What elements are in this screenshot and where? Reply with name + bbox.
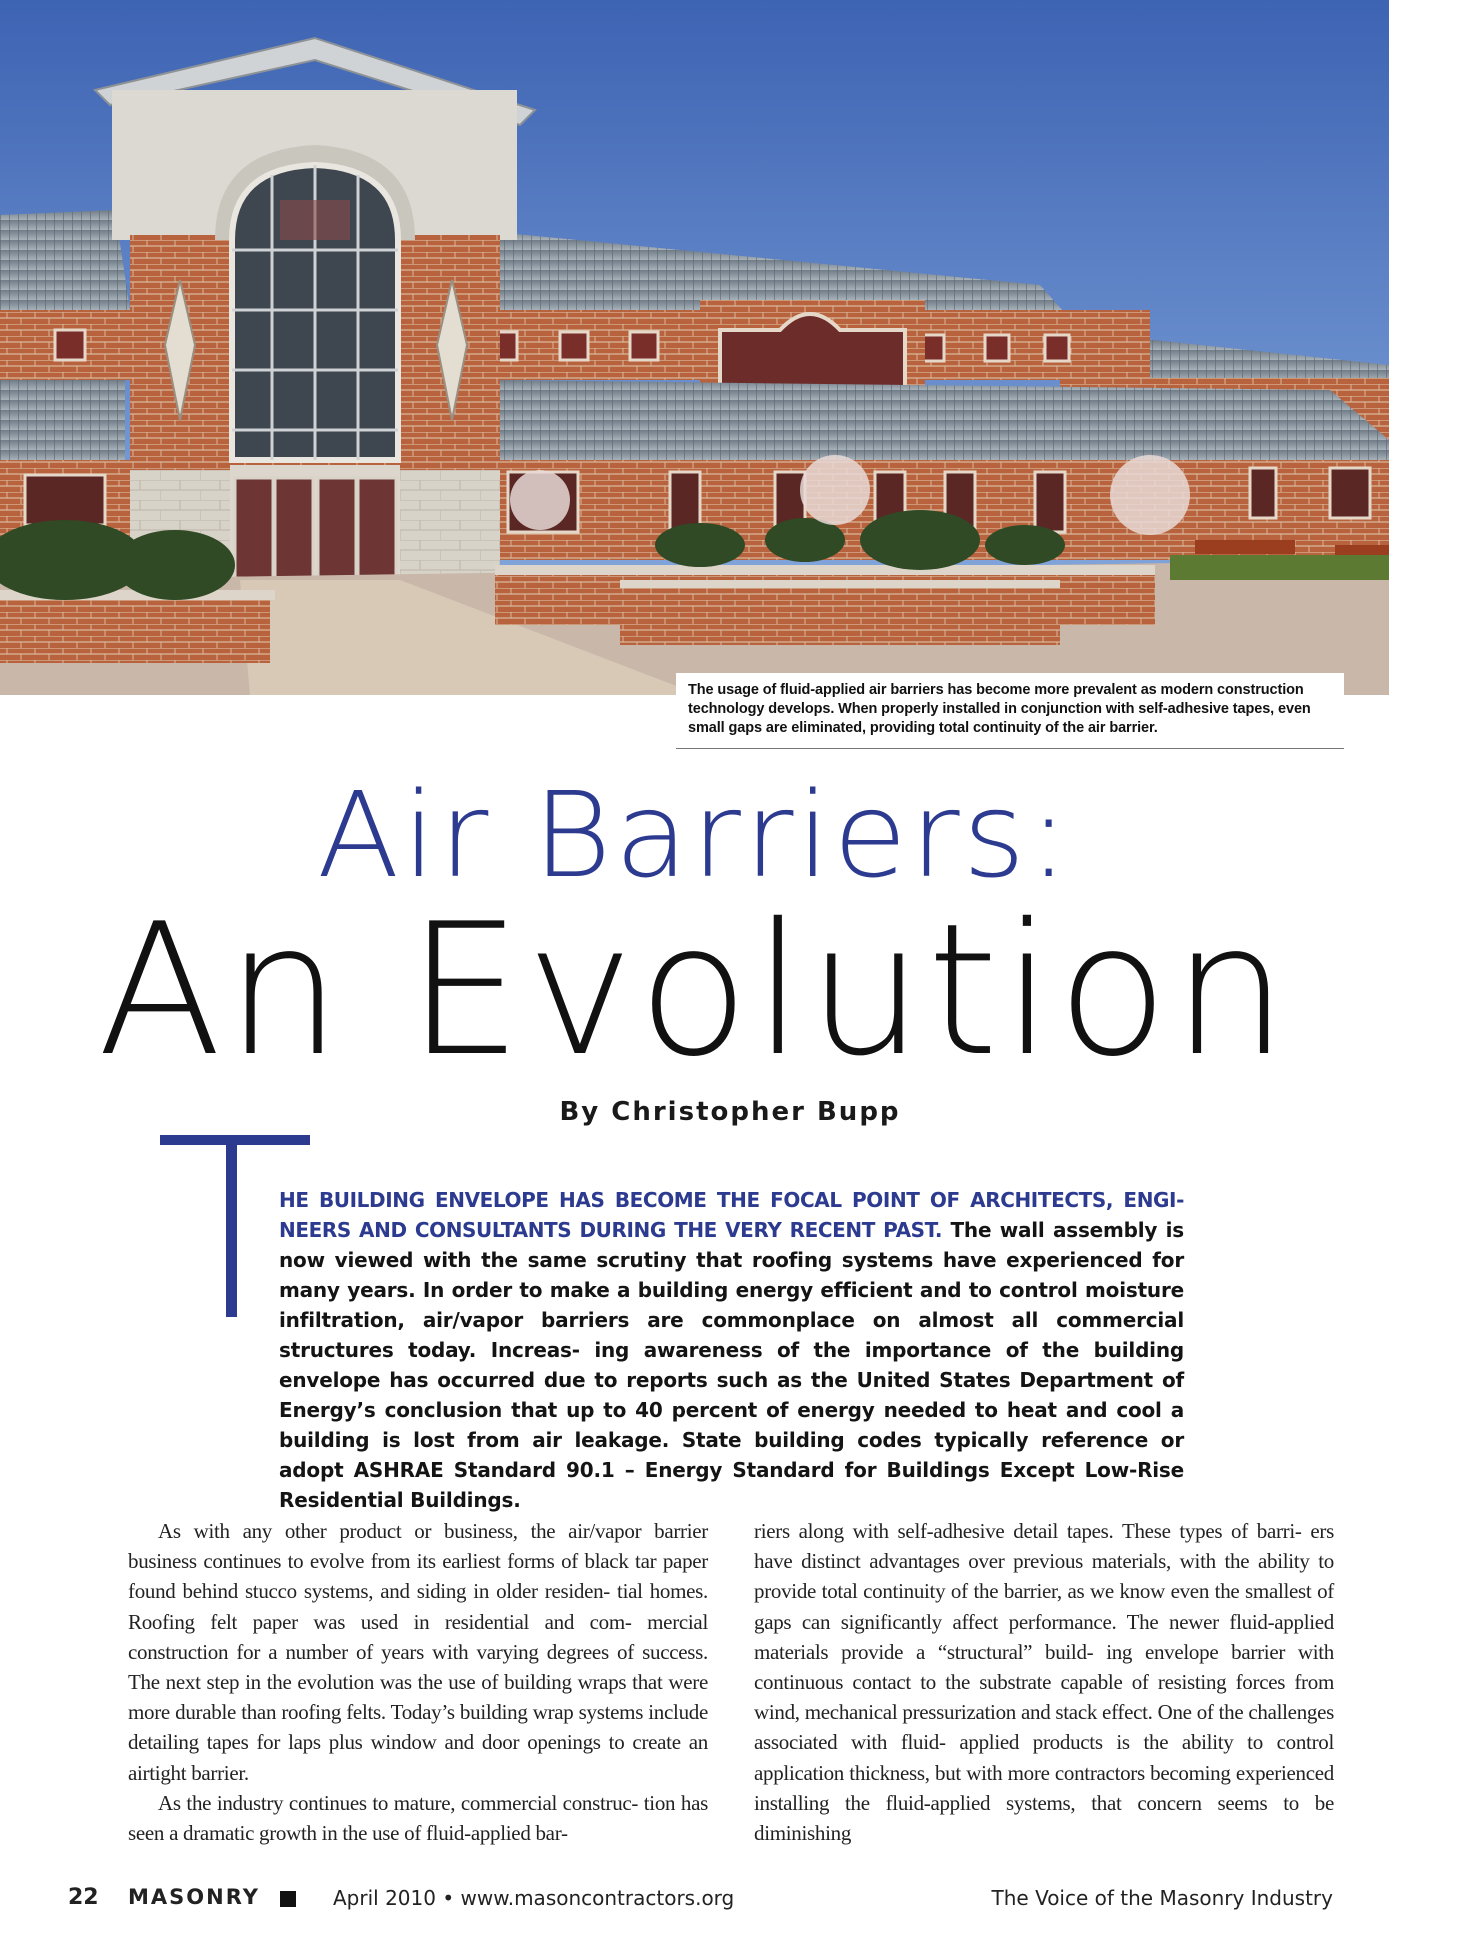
article-title-line2: An Evolution <box>97 884 1292 1096</box>
body-column-right <box>754 1516 1334 1848</box>
page-number: 22 <box>68 1885 99 1910</box>
body-column-left <box>128 1516 708 1848</box>
page-footer <box>68 1885 1333 1915</box>
drop-cap-t-stem <box>226 1135 237 1317</box>
square-bullet-icon <box>280 1891 296 1907</box>
article-title-line1: Air Barriers: <box>316 766 1073 904</box>
magazine-name: MASONRY <box>128 1885 260 1909</box>
issue-and-url: April 2010 • www.masoncontractors.org <box>333 1886 735 1910</box>
lede-lead-in: HE BUILDING ENVELOPE HAS BECOME THE FOCAL POINT OF ARCHITECTS, ENGI- NEERS AND CONSULTANTS DURING THE VERY RECENT PAST. <box>279 1188 1184 1242</box>
body-paragraph: As with any other product or business, the air/vapor barrier business continues to evolve from its earliest forms of black tar paper found behind stucco systems, and siding in older residen- tial homes. Roofing felt paper was used in residential and com- mercial construction for a number of years with varying degrees of success. The next step in the evolution was the use of building wraps that were more durable than roofing felts. Today’s building wrap systems include detailing tapes for laps plus window and door openings to create an airtight barrier. <box>128 1519 708 1785</box>
building-photo-illustration <box>0 0 1389 695</box>
lede-body: The wall assembly is now viewed with the same scrutiny that roofing systems have experienced for many years. In order to make a building energy efficient and to control moisture infiltration, air/vapor barriers are commonplace on almost all commercial structures today. Increas- ing awareness of the importance of the building envelope has occurred due to reports such as the United States Department of Energy’s conclusion that up to 40 percent of energy needed to heat and cool a building is lost from air leakage. State building codes typically reference or adopt ASHRAE Standard 90.1 – Energy Standard for Buildings Except Low-Rise Residential Buildings. <box>279 1218 1185 1512</box>
building-photo <box>0 0 1389 736</box>
body-paragraph: As the industry continues to mature, commercial construc- tion has seen a dramatic growth in the use of fluid-applied bar- <box>128 1790 708 1846</box>
lede-paragraph <box>279 1185 1184 1515</box>
footer-tagline: The Voice of the Masonry Industry <box>991 1886 1333 1910</box>
body-paragraph: riers along with self-adhesive detail tapes. These types of barri- ers have distinct advantages over previous materials, with the ability to provide total continuity of the barrier, as we know even the smallest of gaps can significantly affect performance. The newer fluid-applied materials provide a “structural” build- ing envelope barrier with continuous contact to the substrate capable of resisting forces from wind, mechanical pressurization and stack effect. One of the challenges associated with fluid- applied products is the ability to control application thickness, but with more contractors becoming experienced installing the fluid-applied systems, that concern seems to be diminishing <box>754 1519 1334 1846</box>
photo-caption: The usage of fluid-applied air barriers has become more prevalent as modern construction technology develops. When properly installed in conjunction with self-adhesive tapes, even small gaps are eliminated, providing total continuity of the air barrier. <box>676 673 1344 749</box>
byline: By Christopher Bupp <box>559 1097 901 1127</box>
